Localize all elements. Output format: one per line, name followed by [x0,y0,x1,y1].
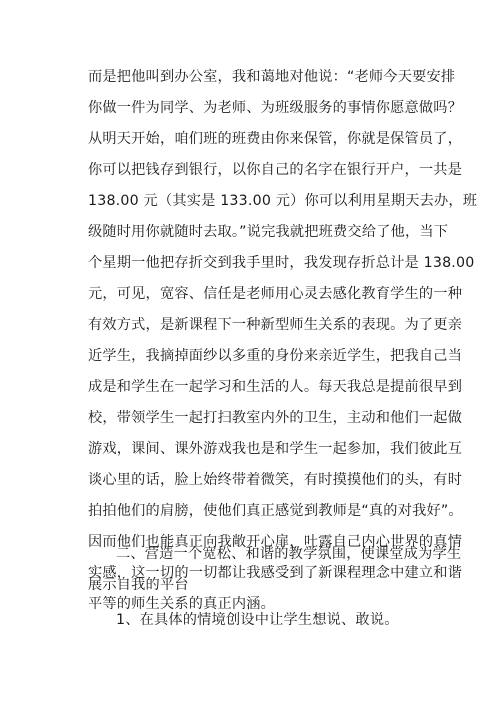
paragraph-line: 你做一件为同学、为老师、为班级服务的事情你愿意做吗？ [88,100,463,116]
paragraph-line: 近学生，我摘掉面纱以多重的身份来亲近学生，把我自己当 [88,348,463,364]
paragraph-line: 成是和学生在一起学习和生活的人。每天我总是提前很早到 [88,379,463,395]
paragraph-line: 校，带领学生一起打扫教室内外的卫生，主动和他们一起做 [88,410,463,426]
paragraph-line: 你可以把钱存到银行，以你自己的名字在银行开户，一共是 [88,162,463,178]
paragraph-line: 有效方式，是新课程下一种新型师生关系的表现。为了更亲 [88,317,463,333]
paragraph-line: 平等的师生关系的真正内涵。 [88,596,276,612]
paragraph-line: 级随时用你就随时去取。”说完我就把班费交给了他，当下 [88,224,449,240]
section-heading-line: 展示自我的平台 [88,577,189,593]
paragraph-line: 实感，这一切的一切都让我感受到了新课程理念中建立和谐 [88,565,463,581]
paragraph-line: 个星期一他把存折交到我手里时，我发现存折总计是 138.00 [88,255,475,271]
body-paragraph [88,62,478,620]
paragraph-line: 从明天开始，咱们班的班费由你来保管，你就是保管员了， [88,131,463,147]
paragraph-line: 元，可见，宽容、信任是老师用心灵去感化教育学生的一种 [88,286,463,302]
paragraph-line: 游戏，课间、课外游戏我也是和学生一起参加，我们彼此互 [88,441,463,457]
subsection-heading: 1、在具体的情境创设中让学生想说、敢说。 [116,612,399,628]
section-heading-line: 二、营造一个宽松、和谐的教学氛围，使课堂成为学生 [116,546,462,562]
paragraph-line: 138.00 元（其实是 133.00 元）你可以利用星期天去办，班 [88,193,478,209]
paragraph-line: 而是把他叫到办公室，我和蔼地对他说：“老师今天要安排 [88,69,456,85]
paragraph-line: 谈心里的话，脸上始终带着微笑，有时摸摸他们的头，有时 [88,472,463,488]
paragraph-line: 因而他们也能真正向我敞开心扉，吐露自己内心世界的真情 [88,534,463,550]
section-heading [88,539,463,601]
paragraph-line: 拍拍他们的肩膀，使他们真正感觉到教师是“真的对我好”。 [88,503,463,519]
